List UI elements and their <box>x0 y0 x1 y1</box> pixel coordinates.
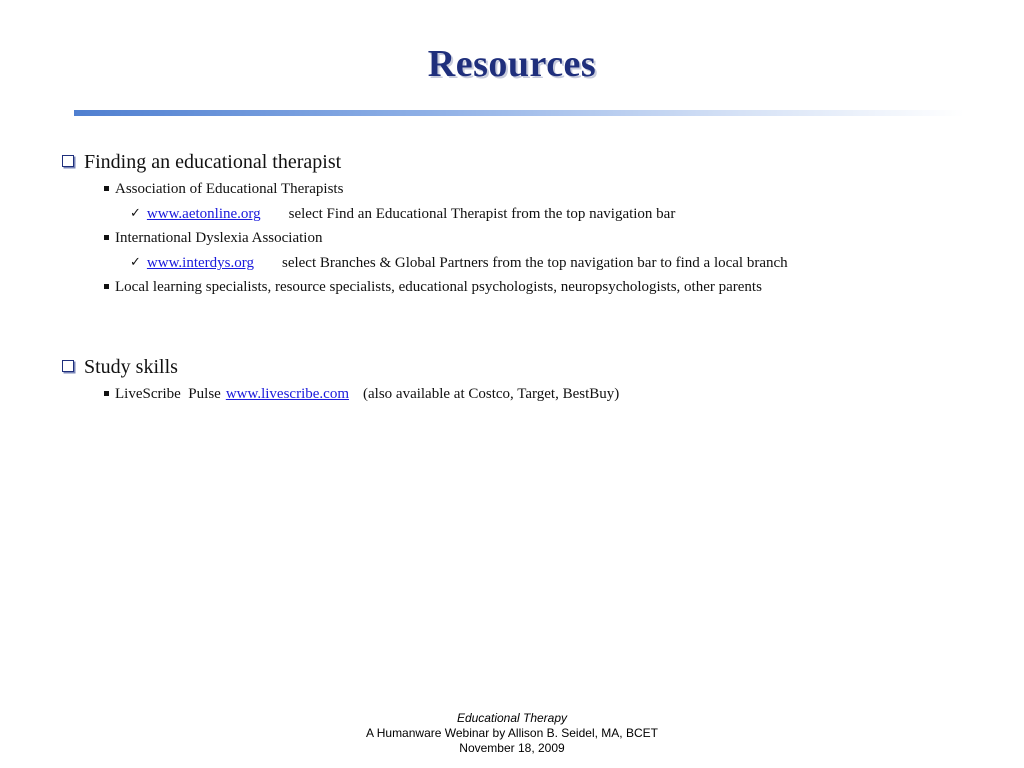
title-divider <box>74 110 964 116</box>
footer-title: Educational Therapy <box>456 711 568 725</box>
list-item-ida <box>104 228 322 248</box>
slide-footer <box>0 711 1024 756</box>
checkbox-bullet-icon <box>62 155 74 167</box>
sub-item-note: select Find an Educational Therapist from the top navigation bar <box>288 206 676 222</box>
list-item-label: International Dyslexia Association <box>115 230 323 246</box>
square-bullet-icon <box>104 284 109 289</box>
section-heading-text: Study skills <box>84 356 178 378</box>
footer-subtitle: A Humanware Webinar by Allison B. Seidel, MA, BCET <box>366 726 658 740</box>
square-bullet-icon <box>104 391 109 396</box>
square-bullet-icon <box>104 235 109 240</box>
sub-item-aet-link <box>130 204 675 224</box>
square-bullet-icon <box>104 186 109 191</box>
sub-item-note: select Branches & Global Partners from the top navigation bar to find a local branch <box>281 255 788 271</box>
list-item-aet <box>104 179 343 199</box>
list-item-local-specialists <box>104 277 762 297</box>
interdys-link[interactable]: www.interdys.org <box>146 255 254 271</box>
footer-date: November 18, 2009 <box>459 741 565 755</box>
list-item-livescribe <box>104 384 619 404</box>
section-heading-finding-therapist <box>62 150 341 174</box>
section-heading-study-skills <box>62 355 178 379</box>
list-item-suffix: (also available at Costco, Target, BestBuy) <box>363 386 620 402</box>
sub-item-ida-link <box>130 253 788 273</box>
checkbox-bullet-icon <box>62 360 74 372</box>
list-item-label: Association of Educational Therapists <box>115 181 344 197</box>
list-item-prefix: LiveScribe Pulse <box>115 386 221 402</box>
list-item-label: Local learning specialists, resource specialists, educational psychologists, neuropsychologists, other parents <box>115 279 762 295</box>
checkmark-icon: ✓ <box>130 206 141 221</box>
aetonline-link[interactable]: www.aetonline.org <box>146 206 261 222</box>
slide-title: Resources <box>427 43 597 85</box>
section-heading-text: Finding an educational therapist <box>84 151 342 173</box>
checkmark-icon: ✓ <box>130 255 141 270</box>
livescribe-link[interactable]: www.livescribe.com <box>225 386 349 402</box>
